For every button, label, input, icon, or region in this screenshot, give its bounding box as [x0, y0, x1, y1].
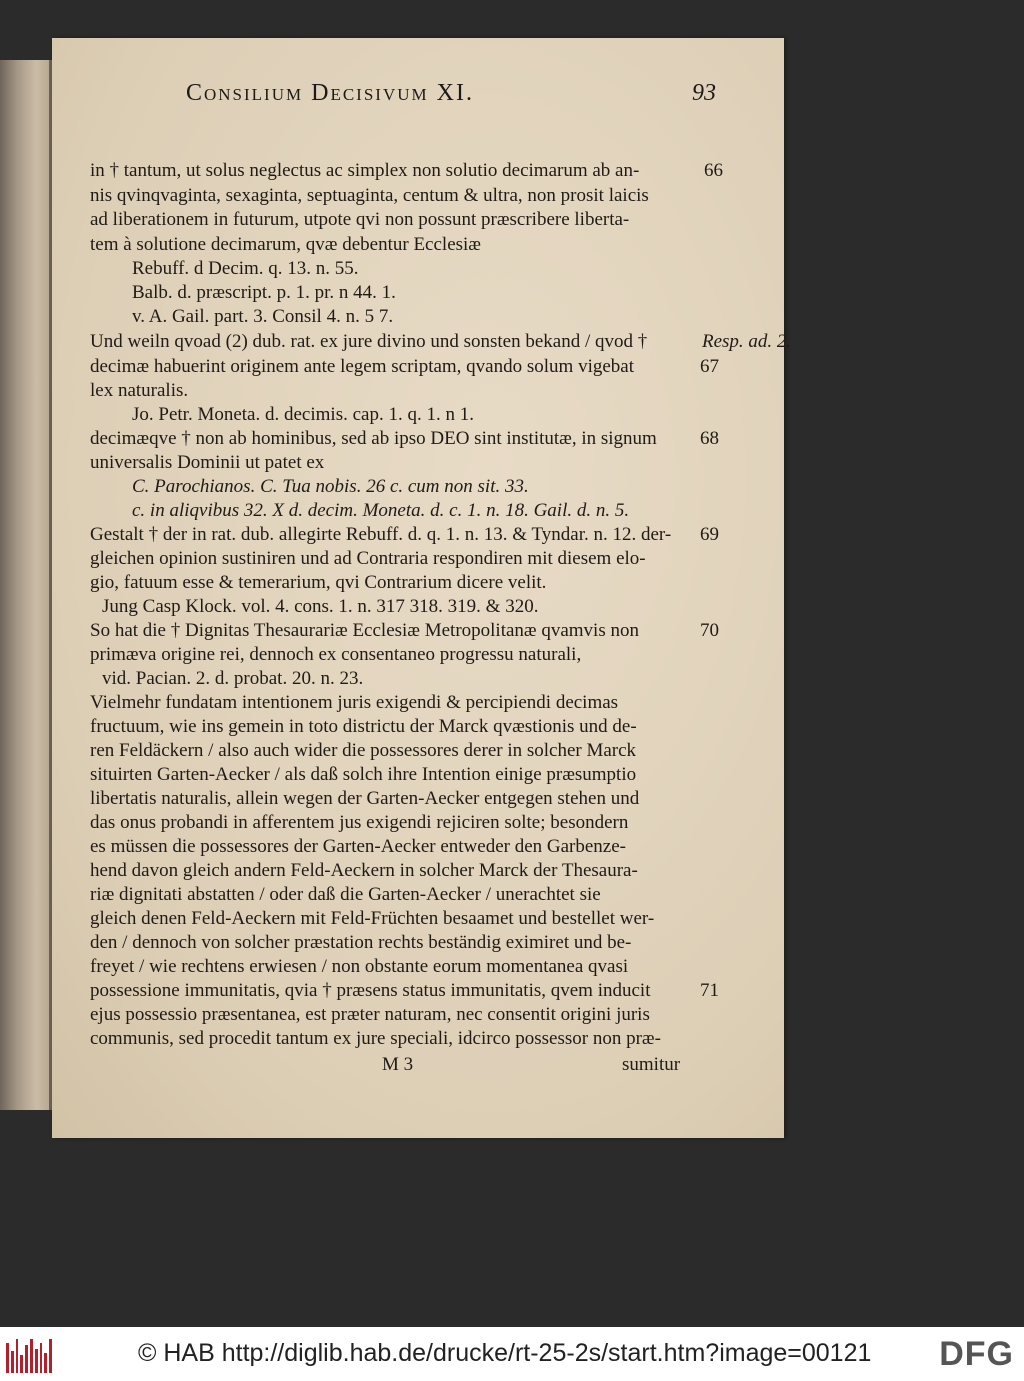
citation-line: v. A. Gail. part. 3. Consil 4. n. 5 7.: [132, 306, 394, 327]
citation-line: vid. Pacian. 2. d. probat. 20. n. 23.: [102, 668, 364, 689]
hab-logo-icon: [6, 1337, 52, 1373]
citation-line: c. in aliqvibus 32. X d. decim. Moneta. d. c. 1. n. 18. Gail. d. n. 5.: [132, 500, 630, 521]
page-number: 93: [692, 80, 716, 106]
citation-line: Jung Casp Klock. vol. 4. cons. 1. n. 317 318. 319. & 320.: [102, 596, 539, 617]
text-line: gleich denen Feld-Aeckern mit Feld-Früchten besaamet und bestellet wer-: [90, 908, 655, 929]
citation-line: Rebuff. d Decim. q. 13. n. 55.: [132, 258, 359, 279]
text-line: possessione immunitatis, qvia † præsens status immunitatis, qvem inducit: [90, 980, 651, 1001]
text-line: decimæqve † non ab hominibus, sed ab ipso DEO sint institutæ, in signum: [90, 428, 657, 449]
text-line: nis qvinqvaginta, sexaginta, septuaginta, centum & ultra, non prosit laicis: [90, 185, 649, 206]
text-line: Gestalt † der in rat. dub. allegirte Rebuff. d. q. 1. n. 13. & Tyndar. n. 12. der-: [90, 524, 672, 545]
text-line: gleichen opinion sustiniren und ad Contraria respondiren mit diesem elo-: [90, 548, 646, 569]
signature-mark: M 3: [382, 1054, 414, 1075]
margin-note: Resp. ad. 2.: [702, 331, 792, 352]
text-line: tem à solutione decimarum, qvæ debentur Ecclesiæ: [90, 234, 481, 255]
catchword: sumitur: [622, 1054, 681, 1075]
text-line: fructuum, wie ins gemein in toto districtu der Marck qvæstionis und de-: [90, 716, 637, 737]
adjacent-page-edge: [0, 60, 52, 1110]
citation-line: C. Parochianos. C. Tua nobis. 26 c. cum non sit. 33.: [132, 476, 529, 497]
text-line: lex naturalis.: [90, 380, 189, 401]
margin-number: 70: [700, 620, 719, 641]
text-line: es müssen die possessores der Garten-Aecker entweder den Garbenze-: [90, 836, 626, 857]
running-header: [136, 80, 716, 114]
text-line: freyet / wie rechtens erwiesen / non obstante eorum momentanea qvasi: [90, 956, 629, 977]
text-line: den / dennoch von solcher præstation rechts beständig eximiret und be-: [90, 932, 632, 953]
text-line: hend davon gleich andern Feld-Aeckern in solcher Marck der Thesaura-: [90, 860, 638, 881]
text-line: communis, sed procedit tantum ex jure speciali, idcirco possessor non præ-: [90, 1028, 661, 1049]
text-line: decimæ habuerint originem ante legem scriptam, qvando solum vigebat: [90, 356, 634, 377]
text-line: libertatis naturalis, allein wegen der Garten-Aecker entgegen stehen und: [90, 788, 640, 809]
margin-number: 68: [700, 428, 719, 449]
margin-number: 69: [700, 524, 719, 545]
dfg-logo: DFG: [939, 1335, 1014, 1373]
viewer-footer: [0, 1327, 1024, 1381]
text-line: situirten Garten-Aecker / als daß solch ihre Intention einige præsumptio: [90, 764, 637, 785]
margin-number: 66: [704, 160, 723, 181]
text-line: So hat die † Dignitas Thesaurariæ Ecclesiæ Metropolitanæ qvamvis non: [90, 620, 639, 641]
text-line: das onus probandi in afferentem jus exigendi rejiciren solte; besondern: [90, 812, 629, 833]
margin-number: 71: [700, 980, 719, 1001]
text-line: in † tantum, ut solus neglectus ac simplex non solutio decimarum ab an-: [90, 160, 640, 181]
text-line: ejus possessio præsentanea, est præter naturam, nec consentit origini juris: [90, 1004, 650, 1025]
citation-line: Jo. Petr. Moneta. d. decimis. cap. 1. q. 1. n 1.: [132, 404, 474, 425]
citation-line: Balb. d. præscript. p. 1. pr. n 44. 1.: [132, 282, 396, 303]
text-line: ren Feldäckern / also auch wider die possessores derer in solcher Marck: [90, 740, 637, 761]
text-line: primæva origine rei, dennoch ex consentaneo progressu naturali,: [90, 644, 582, 665]
text-line: Und weiln qvoad (2) dub. rat. ex jure divino und sonsten bekand / qvod †: [90, 331, 648, 352]
text-line: universalis Dominii ut patet ex: [90, 452, 325, 473]
margin-number: 67: [700, 356, 719, 377]
text-line: riæ dignitati abstatten / oder daß die Garten-Aecker / unerachtet sie: [90, 884, 601, 905]
running-title: Consilium Decisivum XI.: [186, 80, 474, 106]
text-line: gio, fatuum esse & temerarium, qvi Contrarium dicere velit.: [90, 572, 547, 593]
text-line: Vielmehr fundatam intentionem juris exigendi & percipiendi decimas: [90, 692, 619, 713]
copyright-url[interactable]: © HAB http://diglib.hab.de/drucke/rt-25-2s/start.htm?image=00121: [138, 1339, 872, 1367]
text-line: ad liberationem in futurum, utpote qvi non possunt præscribere liberta-: [90, 209, 630, 230]
